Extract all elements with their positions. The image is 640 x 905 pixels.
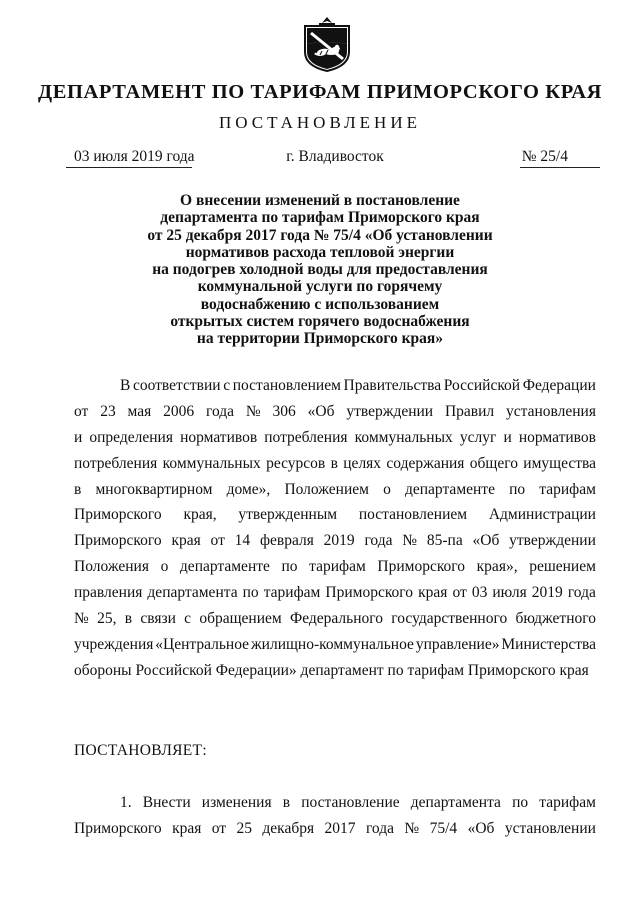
word: от	[74, 402, 89, 420]
word: края	[418, 584, 448, 602]
word: нормативов	[180, 428, 258, 446]
word: Приморского	[325, 584, 414, 602]
word: края	[172, 819, 202, 837]
word: года	[205, 402, 235, 420]
word: по	[281, 558, 298, 576]
word: департаменте	[179, 558, 270, 576]
preamble-line	[74, 606, 596, 632]
word: в	[74, 480, 82, 498]
date-underline	[66, 167, 192, 168]
word: Правил	[444, 402, 495, 420]
preamble-line	[74, 554, 596, 580]
word: по	[509, 480, 526, 498]
word: доме»,	[226, 480, 271, 498]
title-line: от 25 декабря 2017 года № 75/4 «Об установлении	[147, 226, 493, 244]
word: тарифам	[539, 480, 596, 498]
preamble-paragraph	[74, 373, 596, 684]
title-line: департамента по тарифам Приморского края	[160, 209, 480, 227]
word: «Об	[467, 819, 495, 837]
word: 306	[272, 402, 296, 420]
department-heading: ДЕПАРТАМЕНТ ПО ТАРИФАМ ПРИМОРСКОГО КРАЯ	[37, 81, 603, 103]
word: №	[402, 532, 418, 550]
word: 2019	[323, 532, 355, 550]
word: и	[503, 428, 512, 446]
word: 25,	[97, 610, 117, 628]
coat-of-arms-emblem	[302, 14, 352, 72]
document-type: ПОСТАНОВЛЕНИЕ	[218, 113, 421, 132]
word: Приморского	[74, 819, 162, 837]
word: от	[452, 584, 467, 602]
word: государственного	[391, 610, 508, 628]
word: края,	[183, 506, 217, 524]
word: 2017	[324, 819, 356, 837]
title-line: открытых систем горячего водоснабжения	[170, 313, 470, 331]
word: по	[512, 794, 529, 811]
title-line: О внесении изменений в постановление	[180, 192, 460, 209]
word: о	[160, 558, 169, 576]
word: №	[404, 819, 420, 837]
word: 23	[100, 402, 116, 420]
word: управление»	[415, 635, 500, 653]
word: Правительства	[343, 377, 442, 394]
word: 75/4	[429, 819, 458, 837]
word: нормативов	[518, 428, 596, 446]
word: 03	[471, 584, 488, 602]
word: целях	[343, 454, 382, 472]
word: потребления	[74, 454, 158, 472]
word: 14	[234, 532, 251, 550]
word: бюджетного	[515, 610, 596, 628]
word: 85-па	[426, 532, 463, 550]
word: года	[567, 584, 596, 602]
word: многоквартирном	[95, 480, 213, 498]
preamble-line	[74, 399, 596, 425]
word: имущества	[523, 454, 596, 472]
word: в	[124, 610, 133, 628]
word: февраля	[259, 532, 314, 550]
title-line: водоснабжению с использованием	[200, 295, 440, 313]
word: обращением	[199, 610, 282, 628]
word: В	[120, 377, 131, 394]
word: утверждении	[509, 532, 596, 550]
word: №	[74, 610, 89, 628]
word: услуг	[459, 428, 497, 446]
word: коммунальных	[162, 454, 261, 472]
word: установления	[506, 402, 596, 420]
word: года	[365, 819, 394, 837]
item-1-paragraph	[74, 790, 596, 842]
resolves-heading: ПОСТАНОВЛЯЕТ:	[74, 742, 207, 759]
preamble-line	[74, 580, 596, 606]
word: «Об	[307, 402, 335, 420]
preamble-line	[74, 451, 596, 477]
word: года	[364, 532, 393, 550]
word: «Об	[472, 532, 500, 550]
word: 25	[236, 819, 252, 837]
word: соответствии	[132, 377, 221, 394]
word: 1.	[120, 794, 132, 811]
word: Приморского	[74, 506, 162, 524]
word: потребления	[264, 428, 348, 446]
word: департамента	[147, 584, 238, 602]
title-line: коммунальной услуги по горячему	[197, 278, 443, 296]
preamble-line	[74, 632, 596, 658]
word: коммунальных	[354, 428, 453, 446]
word: ресурсов	[266, 454, 326, 472]
preamble-line	[74, 373, 596, 399]
word: края»,	[476, 558, 518, 576]
word: 2006	[163, 402, 195, 420]
word: жилищно-коммунальное	[250, 635, 414, 653]
word: Федерации	[522, 377, 596, 394]
title-line: на территории Приморского края»	[196, 330, 444, 348]
word: утвержденным	[238, 506, 338, 524]
preamble-line	[74, 528, 596, 554]
document-date: 03 июля 2019 года	[74, 148, 195, 165]
preamble-line	[74, 477, 596, 503]
word: с	[184, 610, 192, 628]
word: Администрации	[488, 506, 596, 524]
word: определения	[89, 428, 173, 446]
word: и	[74, 428, 83, 446]
word: департаменте	[404, 480, 495, 498]
document-city: г. Владивосток	[286, 148, 384, 165]
word: тарифам	[539, 794, 596, 811]
word: в	[330, 454, 338, 472]
word: по	[242, 584, 259, 602]
word: постановлением	[232, 377, 341, 394]
word: установлении	[504, 819, 596, 837]
word: тарифам	[263, 584, 321, 602]
word: общего	[469, 454, 518, 472]
number-underline	[520, 167, 600, 168]
word: в	[282, 794, 291, 811]
word: департамента	[410, 794, 501, 811]
word: постановление	[301, 794, 400, 811]
word: о	[383, 480, 391, 498]
word: 2019	[531, 584, 563, 602]
word: учреждения	[74, 635, 154, 653]
word: Министерства	[501, 635, 596, 653]
word: Приморского	[74, 532, 162, 550]
word: Внести	[142, 794, 191, 811]
word: от	[210, 532, 225, 550]
word: постановлением	[358, 506, 468, 524]
document-number: № 25/4	[521, 148, 568, 165]
word: с	[223, 377, 231, 394]
word: мая	[127, 402, 152, 420]
word: изменения	[201, 794, 272, 811]
item-line	[74, 816, 596, 842]
title-line: нормативов расхода тепловой энергии	[185, 243, 455, 261]
word: «Центральное	[155, 635, 250, 653]
title-line: на подогрев холодной воды для предоставления	[152, 261, 488, 279]
word: утверждении	[346, 402, 434, 420]
word: Федерального	[289, 610, 384, 628]
word: Положением	[284, 480, 369, 498]
item-line	[74, 790, 596, 816]
document-title	[60, 192, 580, 348]
word: декабря	[262, 819, 315, 837]
word: решением	[529, 558, 596, 576]
word: края	[171, 532, 201, 550]
word: июля	[492, 584, 527, 602]
preamble-line	[74, 425, 596, 451]
word: связи	[140, 610, 176, 628]
word: Положения	[74, 558, 149, 576]
preamble-line	[74, 502, 596, 528]
word: Приморского	[377, 558, 466, 576]
word: тарифам	[309, 558, 366, 576]
word: правления	[74, 584, 143, 602]
preamble-line: обороны Российской Федерации» департамент по тарифам Приморского края	[74, 661, 589, 679]
word: от	[211, 819, 227, 837]
word: Российской	[443, 377, 521, 394]
word: №	[245, 402, 261, 420]
word: содержания	[386, 454, 465, 472]
